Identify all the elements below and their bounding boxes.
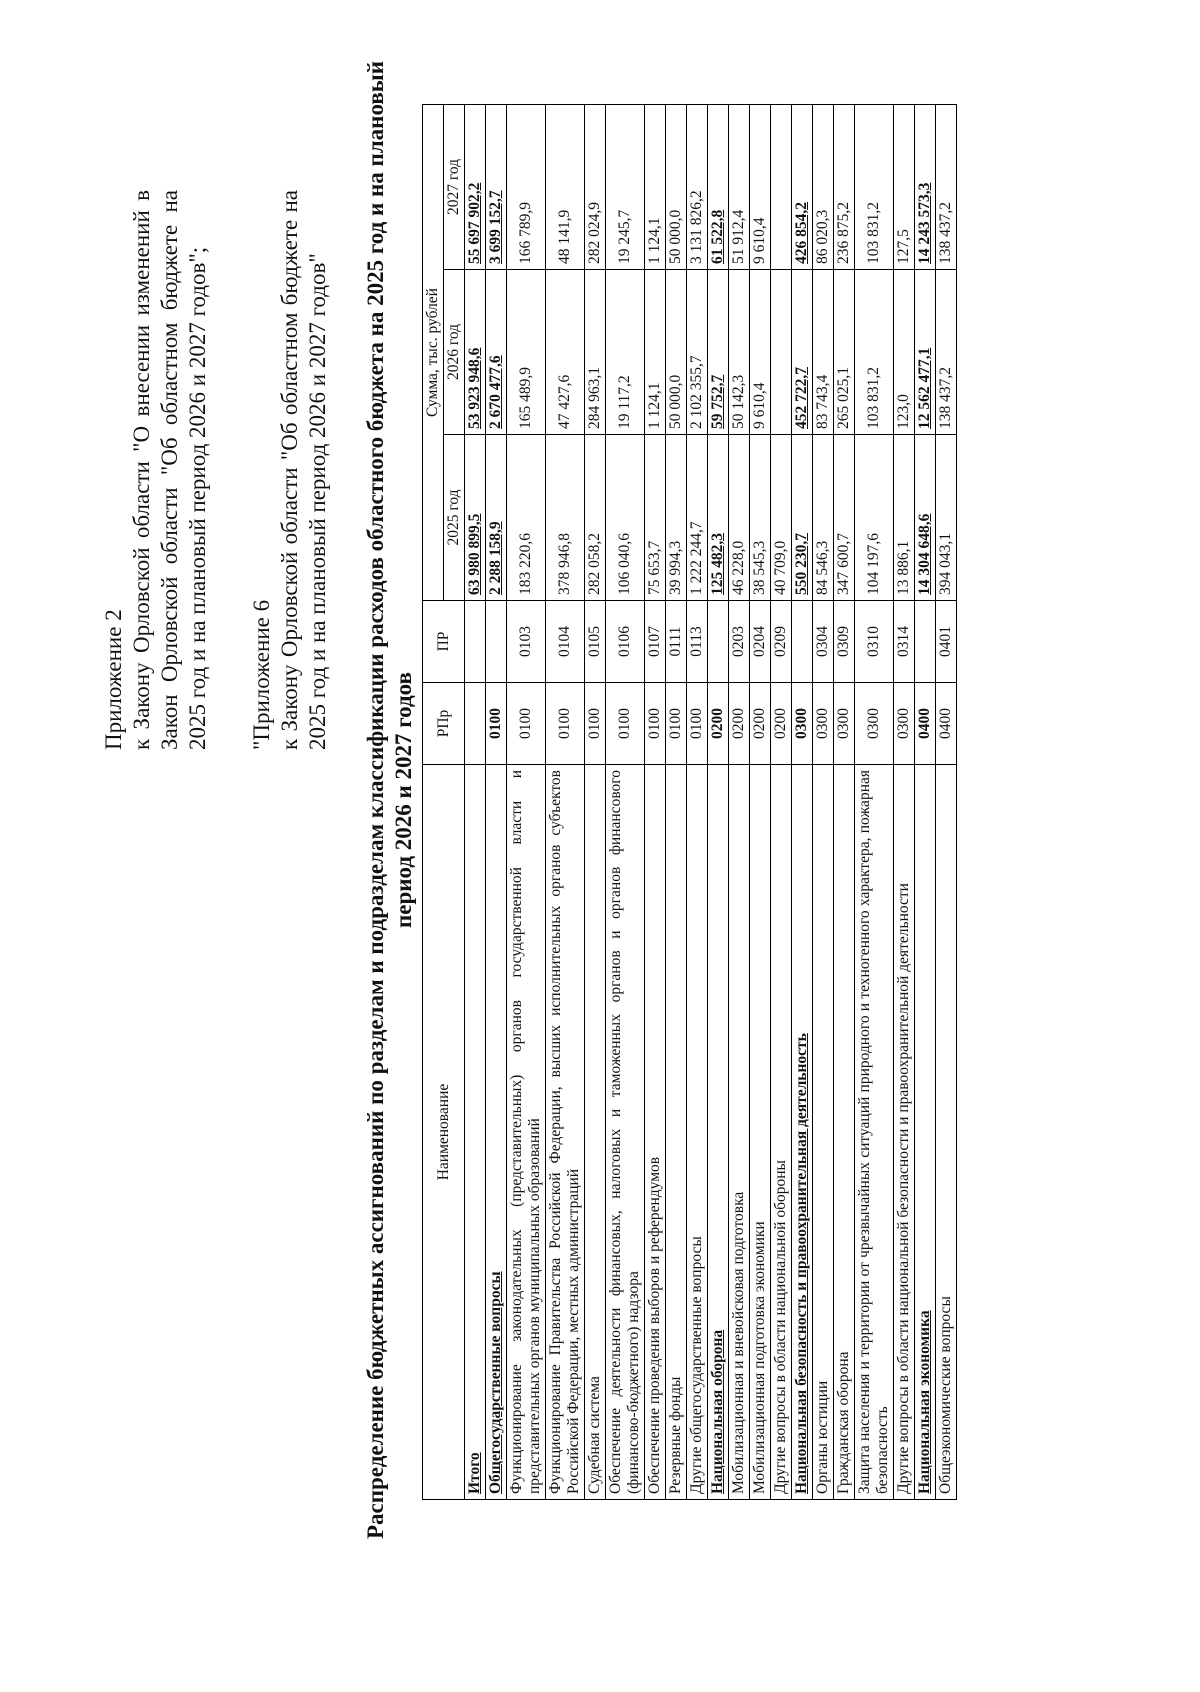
row-pr: 0203: [729, 601, 750, 683]
row-value-2027: 426 854,2: [792, 105, 813, 270]
row-value-2026: 50 142,3: [729, 270, 750, 435]
row-value-2025: 46 228,0: [729, 435, 750, 601]
row-pr: 0103: [507, 601, 546, 683]
row-rpr: 0100: [606, 683, 645, 765]
row-rpr: 0400: [915, 683, 936, 765]
row-value-2025: 125 482,3: [708, 435, 729, 601]
row-rpr: 0300: [855, 683, 894, 765]
table-row: [666, 105, 687, 1500]
row-value-2026: 50 000,0: [666, 270, 687, 435]
row-value-2027: 86 020,3: [813, 105, 834, 270]
row-value-2025: 106 040,6: [606, 435, 645, 601]
row-value-2027: 127,5: [894, 105, 915, 270]
row-value-2027: 19 245,7: [606, 105, 645, 270]
row-value-2025: 1 222 244,7: [687, 435, 708, 601]
row-value-2025: 84 546,3: [813, 435, 834, 601]
row-rpr: 0200: [708, 683, 729, 765]
row-rpr: 0200: [729, 683, 750, 765]
row-value-2025: 75 653,7: [645, 435, 666, 601]
row-value-2027: 50 000,0: [666, 105, 687, 270]
row-rpr: 0100: [546, 683, 585, 765]
header-name: Наименование: [423, 765, 465, 1500]
row-pr: 0111: [666, 601, 687, 683]
row-value-2025: 38 545,3: [750, 435, 771, 601]
header-sum: Сумма, тыс. рублей: [423, 105, 444, 601]
row-rpr: 0300: [813, 683, 834, 765]
row-value-2025: 378 946,8: [546, 435, 585, 601]
table-row: [750, 105, 771, 1500]
row-value-2026: 83 743,4: [813, 270, 834, 435]
table-row: [507, 105, 546, 1500]
row-value-2025: 183 220,6: [507, 435, 546, 601]
header-2026: 2026 год: [444, 270, 465, 435]
row-rpr: 0100: [585, 683, 606, 765]
row-value-2026: 19 117,2: [606, 270, 645, 435]
row-name: Мобилизационная подготовка экономики: [750, 765, 771, 1500]
row-value-2025: 282 058,2: [585, 435, 606, 601]
annex-2-text: к Закону Орловской области "О внесении изменений в Закон Орловской области "Об областном бюджете на 2025 год и на плановый период 2026 и 2027 годов";: [129, 190, 210, 750]
row-value-2026: 265 025,1: [834, 270, 855, 435]
table-row: [855, 105, 894, 1500]
row-value-2027: 3 699 152,7: [486, 105, 507, 270]
row-pr: 0113: [687, 601, 708, 683]
row-rpr: 0100: [486, 683, 507, 765]
table-row: [546, 105, 585, 1500]
row-pr: 0314: [894, 601, 915, 683]
row-rpr: 0100: [645, 683, 666, 765]
row-value-2027: 138 437,2: [936, 105, 957, 270]
row-rpr: 0300: [834, 683, 855, 765]
table-row: [486, 105, 507, 1500]
row-value-2025: 13 886,1: [894, 435, 915, 601]
annex-note-2: [100, 190, 212, 750]
row-value-2026: 59 752,7: [708, 270, 729, 435]
row-value-2026: 165 489,9: [507, 270, 546, 435]
row-name: Гражданская оборона: [834, 765, 855, 1500]
row-name: Национальная безопасность и правоохранительная деятельность: [792, 765, 813, 1500]
table-row: [771, 105, 792, 1500]
row-pr: [465, 601, 486, 683]
row-value-2025: 104 197,6: [855, 435, 894, 601]
row-value-2027: 236 875,2: [834, 105, 855, 270]
row-rpr: 0200: [771, 683, 792, 765]
row-value-2025: 2 288 158,9: [486, 435, 507, 601]
row-name: Судебная система: [585, 765, 606, 1500]
document-title: Распределение бюджетных ассигнований по разделам и подразделам классификации расходов областного бюджета на 2025 год и на плановый период 2026 и 2027 годов: [363, 61, 416, 1539]
row-pr: 0204: [750, 601, 771, 683]
row-pr: [915, 601, 936, 683]
row-value-2026: 103 831,2: [855, 270, 894, 435]
row-value-2026: 53 923 948,6: [465, 270, 486, 435]
header-rpr: РПр: [423, 683, 465, 765]
row-pr: 0310: [855, 601, 894, 683]
annex-6-heading: "Приложение 6: [249, 599, 274, 750]
header-2025: 2025 год: [444, 435, 465, 601]
row-value-2027: 51 912,4: [729, 105, 750, 270]
row-pr: [792, 601, 813, 683]
row-value-2025: 14 304 648,6: [915, 435, 936, 601]
row-value-2027: 9 610,4: [750, 105, 771, 270]
row-value-2026: 1 124,1: [645, 270, 666, 435]
row-pr: 0104: [546, 601, 585, 683]
row-value-2025: 347 600,7: [834, 435, 855, 601]
row-value-2027: 3 131 826,2: [687, 105, 708, 270]
table-body: [465, 105, 957, 1500]
row-value-2027: [771, 105, 792, 270]
row-name: Функционирование законодательных (представительных) органов государственной власти и представительных органов муниципальных образований: [507, 765, 546, 1500]
row-value-2025: 39 994,3: [666, 435, 687, 601]
table-row: [834, 105, 855, 1500]
table-row: [915, 105, 936, 1500]
table-row: [465, 105, 486, 1500]
row-pr: 0401: [936, 601, 957, 683]
row-pr: 0106: [606, 601, 645, 683]
row-name: Резервные фонды: [666, 765, 687, 1500]
row-name: Национальная экономика: [915, 765, 936, 1500]
table-row: [645, 105, 666, 1500]
row-value-2027: 55 697 902,2: [465, 105, 486, 270]
row-name: Другие вопросы в области национальной безопасности и правоохранительной деятельности: [894, 765, 915, 1500]
row-value-2027: 166 789,9: [507, 105, 546, 270]
row-pr: 0304: [813, 601, 834, 683]
row-rpr: [465, 683, 486, 765]
row-value-2027: 1 124,1: [645, 105, 666, 270]
row-name: Общеэкономические вопросы: [936, 765, 957, 1500]
row-value-2026: 2 670 477,6: [486, 270, 507, 435]
row-rpr: 0100: [687, 683, 708, 765]
table-header-row: [423, 105, 444, 1500]
row-name: Общегосударственные вопросы: [486, 765, 507, 1500]
table-row: [585, 105, 606, 1500]
document-page: [100, 30, 1120, 1570]
header-pr: ПР: [423, 601, 465, 683]
annex-6-text: к Закону Орловской области "Об областном бюджете на 2025 год и на плановый период 2026 и 2027 годов": [277, 190, 330, 750]
row-value-2025: 394 043,1: [936, 435, 957, 601]
row-name: Защита населения и территории от чрезвычайных ситуаций природного и техногенного характера, пожарная безопасность: [855, 765, 894, 1500]
row-value-2026: 9 610,4: [750, 270, 771, 435]
row-value-2025: 63 980 899,5: [465, 435, 486, 601]
row-name: Обеспечение деятельности финансовых, налоговых и таможенных органов и органов финансового (финансово-бюджетного) надзора: [606, 765, 645, 1500]
row-pr: 0309: [834, 601, 855, 683]
row-value-2025: 40 709,0: [771, 435, 792, 601]
row-value-2026: 12 562 477,1: [915, 270, 936, 435]
row-name: Органы юстиции: [813, 765, 834, 1500]
row-name: Мобилизационная и вневойсковая подготовка: [729, 765, 750, 1500]
row-name: Другие вопросы в области национальной обороны: [771, 765, 792, 1500]
table-row: [894, 105, 915, 1500]
row-value-2027: 48 141,9: [546, 105, 585, 270]
budget-table: [422, 104, 957, 1500]
row-pr: [486, 601, 507, 683]
row-rpr: 0400: [936, 683, 957, 765]
row-name: Другие общегосударственные вопросы: [687, 765, 708, 1500]
annex-2-heading: Приложение 2: [101, 609, 126, 750]
row-value-2026: 138 437,2: [936, 270, 957, 435]
row-name: Национальная оборона: [708, 765, 729, 1500]
row-value-2026: [771, 270, 792, 435]
table-row: [813, 105, 834, 1500]
row-value-2026: 284 963,1: [585, 270, 606, 435]
table-row: [687, 105, 708, 1500]
row-value-2025: 550 230,7: [792, 435, 813, 601]
table-row: [936, 105, 957, 1500]
annex-note-6: [248, 190, 332, 750]
table-row: [792, 105, 813, 1500]
row-rpr: 0300: [792, 683, 813, 765]
row-name: Функционирование Правительства Российской Федерации, высших исполнительных органов субъектов Российской Федерации, местных администраций: [546, 765, 585, 1500]
row-pr: 0107: [645, 601, 666, 683]
row-rpr: 0100: [666, 683, 687, 765]
row-value-2027: 61 522,8: [708, 105, 729, 270]
row-value-2027: 282 024,9: [585, 105, 606, 270]
row-value-2027: 14 243 573,3: [915, 105, 936, 270]
row-pr: [708, 601, 729, 683]
row-pr: 0209: [771, 601, 792, 683]
table-row: [606, 105, 645, 1500]
row-pr: 0105: [585, 601, 606, 683]
row-value-2026: 47 427,6: [546, 270, 585, 435]
row-value-2026: 452 722,7: [792, 270, 813, 435]
table-row: [729, 105, 750, 1500]
row-rpr: 0300: [894, 683, 915, 765]
row-value-2026: 123,0: [894, 270, 915, 435]
row-name: Итого: [465, 765, 486, 1500]
row-rpr: 0100: [507, 683, 546, 765]
row-value-2026: 2 102 355,7: [687, 270, 708, 435]
row-value-2027: 103 831,2: [855, 105, 894, 270]
table-row: [708, 105, 729, 1500]
row-name: Обеспечение проведения выборов и референдумов: [645, 765, 666, 1500]
header-2027: 2027 год: [444, 105, 465, 270]
row-rpr: 0200: [750, 683, 771, 765]
